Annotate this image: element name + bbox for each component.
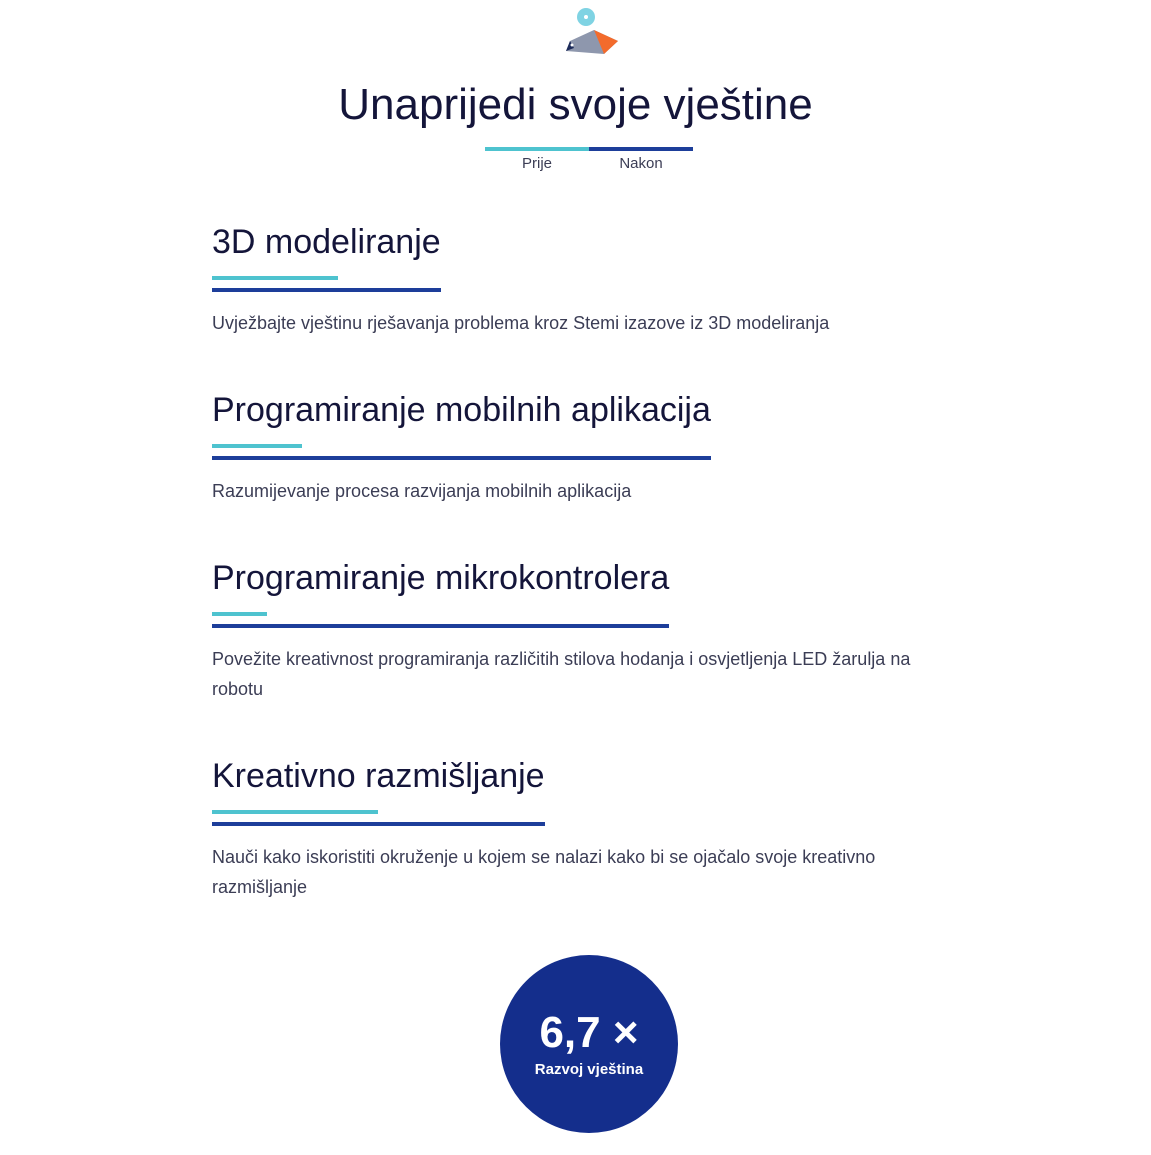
skill-description: Uvježbajte vještinu rješavanja problema kroz Stemi izazove iz 3D modeliranja — [212, 313, 830, 333]
growth-multiplier-value: 6,7 × — [539, 1008, 639, 1057]
skill-description: Nauči kako iskoristiti okruženje u kojem se nalazi kako bi se ojačalo svoje kreativno razmišljanje — [212, 847, 876, 897]
skill-title: Programiranje mikrokontrolera — [212, 559, 670, 597]
skill-description: Razumijevanje procesa razvijanja mobilnih aplikacija — [212, 481, 632, 501]
skill-after-bar — [212, 624, 669, 628]
skill-after-bar — [212, 822, 545, 826]
skill-creative-thinking — [212, 756, 952, 902]
skill-after-bar — [212, 456, 711, 460]
skill-growth-badge — [500, 955, 678, 1133]
skill-title: Programiranje mobilnih aplikacija — [212, 391, 711, 429]
legend-before-label: Prije — [521, 155, 552, 172]
skill-title: 3D modeliranje — [212, 223, 441, 261]
legend-after-label: Nakon — [619, 155, 663, 172]
skill-level-bars — [212, 444, 952, 464]
page-title: Unaprijedi svoje vještine — [338, 80, 813, 129]
skill-microcontrollers — [212, 558, 952, 704]
robot-head-icon — [560, 4, 622, 60]
growth-multiplier-label: Razvoj vještina — [534, 1061, 644, 1078]
skill-level-bars — [212, 810, 952, 830]
skill-before-bar — [212, 444, 302, 448]
skill-3d-modeling — [212, 222, 952, 338]
skill-level-bars — [212, 612, 952, 632]
skill-description: Povežite kreativnost programiranja različitih stilova hodanja i osvjetljenja LED žarulja na robotu — [212, 649, 911, 699]
before-after-legend — [485, 147, 693, 175]
skill-before-bar — [212, 276, 338, 280]
skill-before-bar — [212, 810, 378, 814]
skill-title: Kreativno razmišljanje — [212, 757, 545, 795]
skill-mobile-apps — [212, 390, 952, 506]
legend-before-bar — [485, 147, 589, 151]
skill-after-bar — [212, 288, 441, 292]
skill-level-bars — [212, 276, 952, 296]
legend-after-bar — [589, 147, 693, 151]
skill-before-bar — [212, 612, 267, 616]
